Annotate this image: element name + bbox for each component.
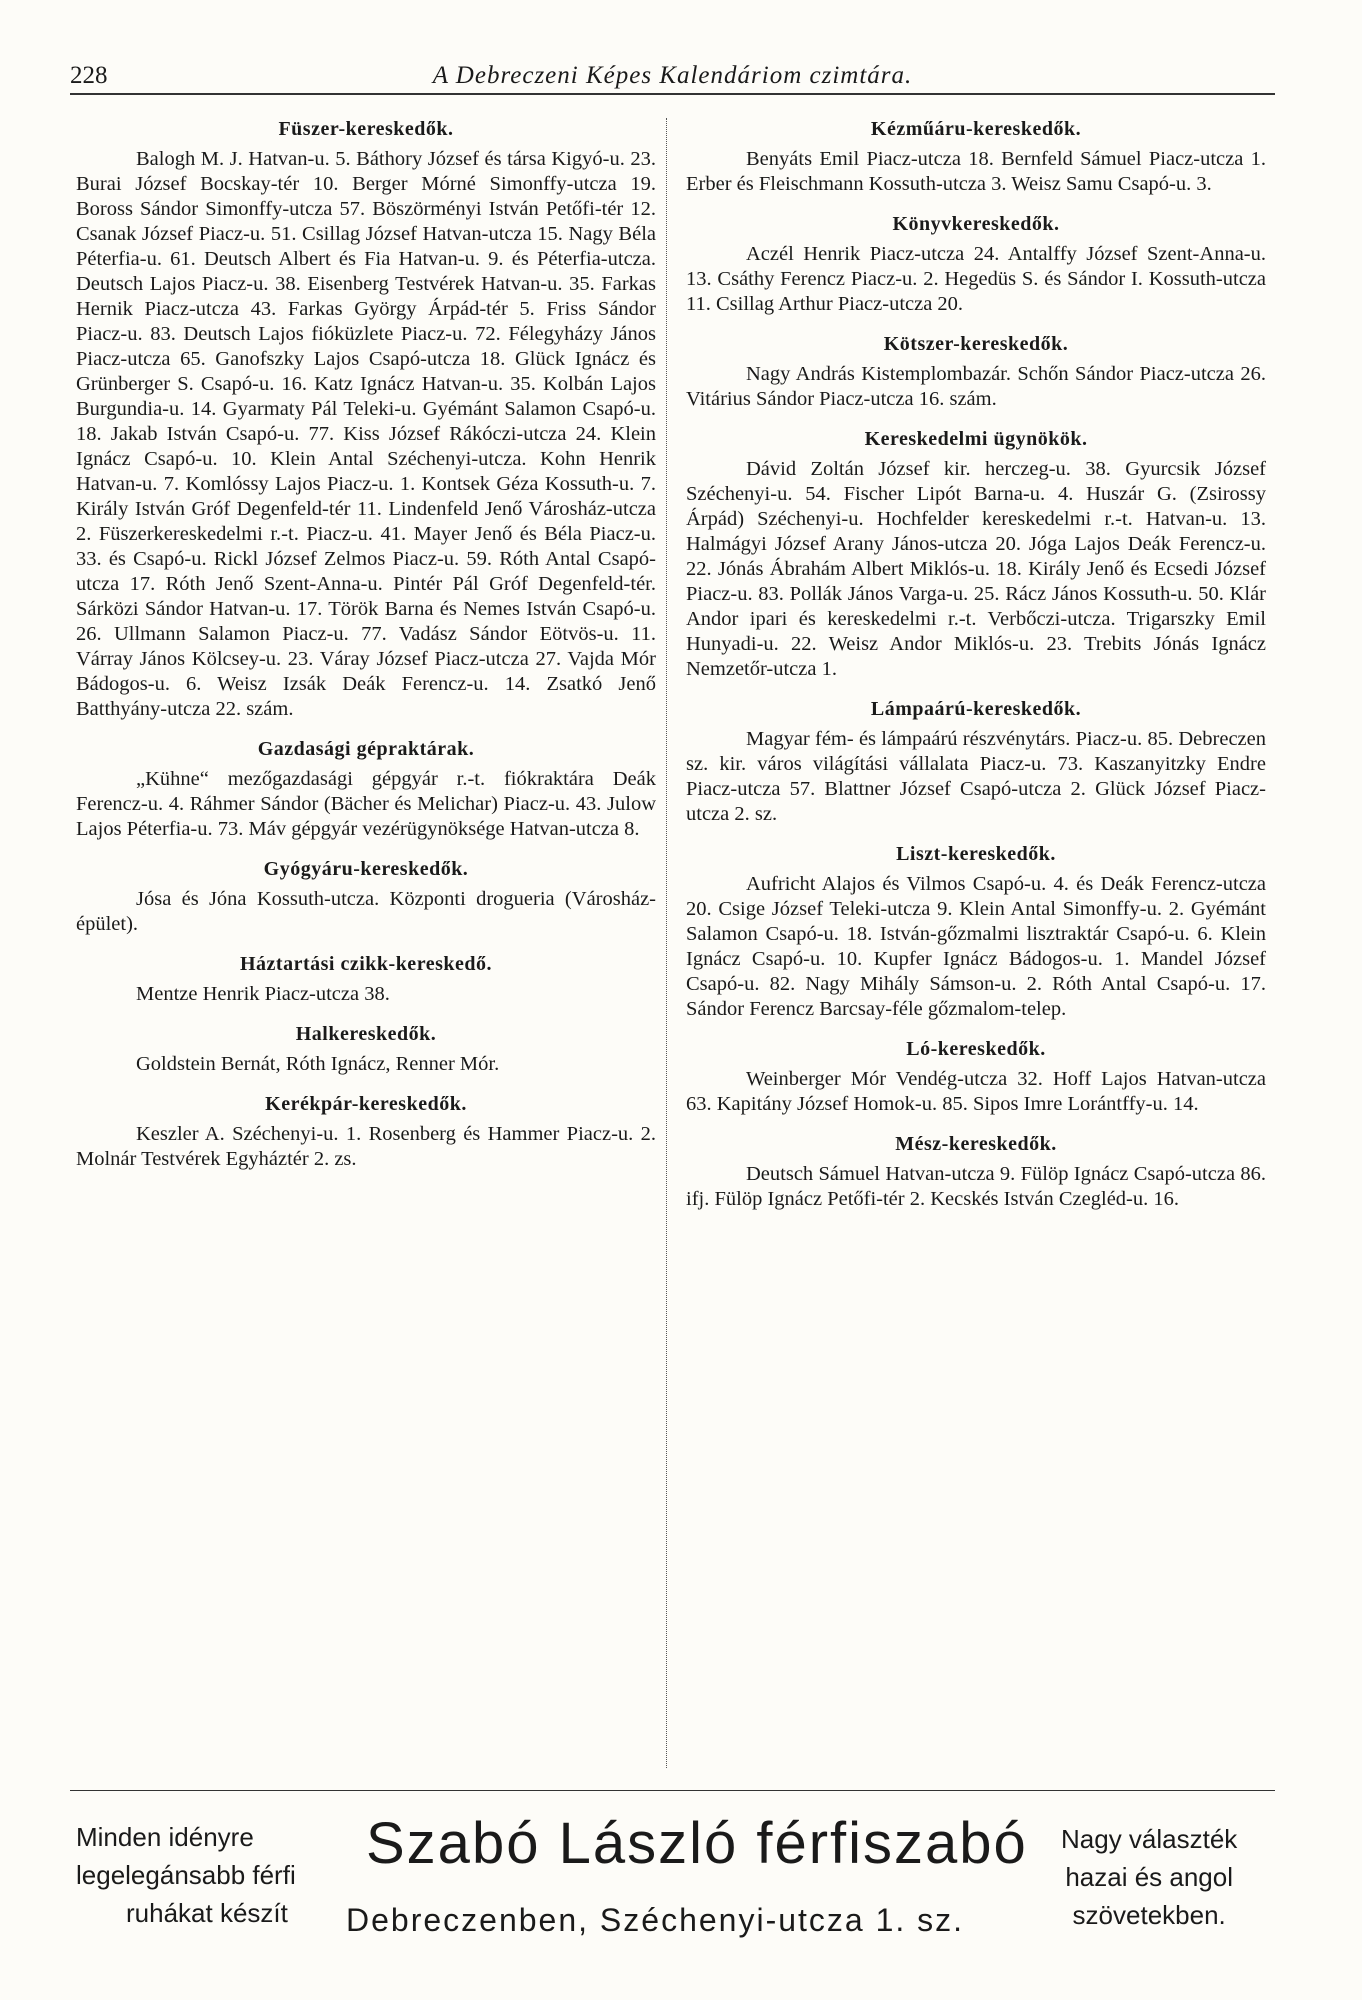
section-gazdasagi <box>76 738 656 842</box>
section-heading: Kézműáru-kereskedők. <box>870 118 1082 140</box>
section-text: Nagy András Kistemplombazár. Schőn Sándor Piacz-utcza 26. Vitárius Sándor Piacz-utcza 16. szám. <box>686 363 1266 410</box>
section-text: Mentze Henrik Piacz-utcza 38. <box>136 983 390 1005</box>
section-mesz <box>686 1133 1266 1212</box>
ad-left-line: Minden idényre <box>76 1822 254 1852</box>
ad-left-text <box>76 1818 296 1932</box>
section-text: Benyáts Emil Piacz-utcza 18. Bernfeld Sámuel Piacz-utcza 1. Erber és Fleischmann Kossuth-utcza 3. Weisz Samu Csapó-u. 3. <box>686 148 1266 195</box>
ad-headline: Szabó László férfiszabó <box>366 1811 1028 1876</box>
section-gyogyaru <box>76 858 656 937</box>
footer-rule <box>70 1790 1275 1791</box>
ad-left-line: ruhákat készít <box>126 1898 288 1928</box>
section-text: Keszler A. Széchenyi-u. 1. Rosenberg és Hammer Piacz-u. 2. Molnár Testvérek Egyháztér 2. zs. <box>76 1123 656 1170</box>
section-text: Balogh M. J. Hatvan-u. 5. Báthory József és társa Kigyó-u. 23. Burai József Bocskay-tér 10. Berger Mórné Simonffy-utcza 19. Boross Sándor Simonffy-utcza 57. Böszörményi István Petőfi-tér 12. Csanak József Piacz-u. 51. Csillag József Hatvan-utcza 15. Nagy Béla Péterfia-u. 61. Deutsch Albert és Fia Hatvan-u. 9. és Péterfia-utcza. Deutsch Lajos Piacz-u. 38. Eisenberg Testvérek Hatvan-u. 35. Farkas Hernik Piacz-utcza 43. Farkas György Árpád-tér 5. Friss Sándor Piacz-u. 83. Deutsch Lajos fióküzlete Piacz-u. 72. Félegyházy János Piacz-utcza 65. Ganofszky Lajos Csapó-utcza 18. Glück Ignácz és Grünberger S. Csapó-u. 16. Katz Ignácz Hatvan-u. 35. Kolbán Lajos Burgundia-u. 14. Gyarmaty Pál Teleki-u. Gyémánt Salamon Csapó-u. 18. Jakab István Csapó-u. 77. Kiss József Rákóczi-utcza 24. Klein Ignácz Csapó-u. 10. Klein Antal Széchenyi-utcza. Kohn Henrik Hatvan-u. 7. Komlóssy Lajos Piacz-u. 1. Kontsek Géza Kossuth-u. 7. Király István Gróf Degenfeld-tér 11. Lindenfeld Jenő Városház-utcza 2. Füszerkereskedelmi r.-t. Piacz-u. 41. Mayer Jenő és Béla Piacz-u. 33. és Csapó-u. Rickl József Zelmos Piacz-u. 59. Róth Antal Csapó-utcza 17. Róth Jenő Szent-Anna-u. Pintér Pál Gróf Degenfeld-tér. Sárközi Sándor Hatvan-u. 17. Török Barna és Nemes István Csapó-u. 26. Ullmann Salamon Piacz-u. 77. Vadász Sándor Eötvös-u. 11. Várray János Kölcsey-u. 23. Váray József Piacz-utcza 27. Vajda Mór Bádogos-u. 6. Weisz Izsák Deák Ferencz-u. 14. Zsatkó Jenő Batthyány-utcza 22. szám. <box>76 148 656 720</box>
section-heading: Könyvkereskedők. <box>892 213 1060 235</box>
section-heading: Gazdasági gépraktárak. <box>257 738 475 760</box>
section-heading: Mész-kereskedők. <box>895 1133 1057 1155</box>
header-rule <box>70 93 1275 95</box>
section-kerekpar <box>76 1093 656 1172</box>
section-text: Dávid Zoltán József kir. herczeg-u. 38. Gyurcsik József Széchenyi-u. 54. Fischer Lipót Barna-u. 4. Huszár G. (Zsirossy Árpád) Széchenyi-u. Hochfelder kereskedelmi r.-t. Hatvan-u. 13. Halmágyi József Arany János-utcza 20. Jóga Lajos Deák Ferencz-u. 22. Jónás Ábrahám Albert Miklós-u. 18. Király Jenő és Ecsedi József Piacz-u. 83. Pollák János Varga-u. 25. Rácz János Kossuth-u. 50. Klár Andor ipari és kereskedelmi r.-t. Verbőczi-utcza. Trigarszky Emil Hunyadi-u. 22. Weisz Andor Miklós-u. 23. Trebits Jónás Ignácz Nemzetőr-utcza 1. <box>686 458 1266 680</box>
section-heading: Halkereskedők. <box>295 1023 437 1045</box>
section-heading: Liszt-kereskedők. <box>896 843 1056 865</box>
ad-right-line: Nagy választék <box>1061 1824 1238 1854</box>
left-column <box>76 118 656 1768</box>
section-ugynokok <box>686 428 1266 682</box>
section-fuszer <box>76 118 656 722</box>
page-title: A Debreczeni Képes Kalendáriom czimtára. <box>432 62 913 89</box>
section-heading: Ló-kereskedők. <box>906 1038 1046 1060</box>
advertisement <box>76 1808 1276 1948</box>
right-column <box>686 118 1266 1768</box>
section-haztartasi <box>76 953 656 1007</box>
column-divider <box>666 118 667 1768</box>
section-kotszer <box>686 333 1266 412</box>
ad-right-text <box>1061 1820 1237 1934</box>
section-text: Goldstein Bernát, Róth Ignácz, Renner Mór. <box>136 1053 500 1075</box>
section-heading: Füszer-kereskedők. <box>278 118 454 140</box>
section-text: Jósa és Jóna Kossuth-utcza. Központi drogueria (Városház-épület). <box>76 888 656 935</box>
section-kezmuaru <box>686 118 1266 197</box>
section-lampaaru <box>686 698 1266 827</box>
section-heading: Háztartási czikk-kereskedő. <box>240 953 492 975</box>
section-konyv <box>686 213 1266 317</box>
section-text: Aufricht Alajos és Vilmos Csapó-u. 4. és Deák Ferencz-utcza 20. Csige József Teleki-utcza 9. Klein Antal Simonffy-u. 2. Gyémánt Salamon Csapó-u. 18. István-gőzmalmi lisztraktár Csapó-u. 6. Klein Ignácz Csapó-u. 10. Kupfer Ignácz Bádogos-u. 1. Mandel József Csapó-u. 82. Nagy Mihály Sámson-u. 2. Róth Antal Csapó-u. 17. Sándor Ferencz Barcsay-féle gőzmalom-telep. <box>686 873 1266 1020</box>
ad-address: Debreczenben, Széchenyi-utcza 1. sz. <box>346 1902 965 1938</box>
ad-right-line: szövetekben. <box>1072 1900 1226 1930</box>
section-text: Magyar fém- és lámpaárú részvénytárs. Piacz-u. 85. Debreczen sz. kir. város világítási vállalata Piacz-u. 73. Kaszanyitzky Endre Piacz-utcza 57. Blattner József Csapó-utcza 2. Glück József Piacz-utcza 2. sz. <box>686 728 1266 825</box>
ad-right-line: hazai és angol <box>1065 1862 1233 1892</box>
section-lo <box>686 1038 1266 1117</box>
section-heading: Lámpaárú-kereskedők. <box>870 698 1082 720</box>
section-heading: Kereskedelmi ügynökök. <box>864 428 1088 450</box>
section-heading: Kerékpár-kereskedők. <box>265 1093 467 1115</box>
section-hal <box>76 1023 656 1077</box>
section-heading: Gyógyáru-kereskedők. <box>263 858 469 880</box>
section-liszt <box>686 843 1266 1022</box>
page-header <box>70 58 1275 98</box>
section-text: „Kühne“ mezőgazdasági gépgyár r.-t. fiókraktára Deák Ferencz-u. 4. Ráhmer Sándor (Bächer és Melichar) Piacz-u. 43. Julow Lajos Péterfia-u. 73. Máv gépgyár vezérügynöksége Hatvan-utcza 8. <box>76 768 656 840</box>
section-text: Aczél Henrik Piacz-utcza 24. Antalffy József Szent-Anna-u. 13. Csáthy Ferencz Piacz-u. 2. Hegedüs S. és Sándor I. Kossuth-utcza 11. Csillag Arthur Piacz-utcza 20. <box>686 243 1266 315</box>
ad-left-line: legelegánsabb férfi <box>76 1860 296 1890</box>
page-number: 228 <box>70 62 108 89</box>
section-text: Weinberger Mór Vendég-utcza 32. Hoff Lajos Hatvan-utcza 63. Kapitány József Homok-u. 85. Sipos Imre Lorántffy-u. 14. <box>686 1068 1266 1115</box>
section-text: Deutsch Sámuel Hatvan-utcza 9. Fülöp Ignácz Csapó-utcza 86. ifj. Fülöp Ignácz Petőfi-tér 2. Kecskés István Czegléd-u. 16. <box>686 1163 1266 1210</box>
section-heading: Kötszer-kereskedők. <box>883 333 1069 355</box>
